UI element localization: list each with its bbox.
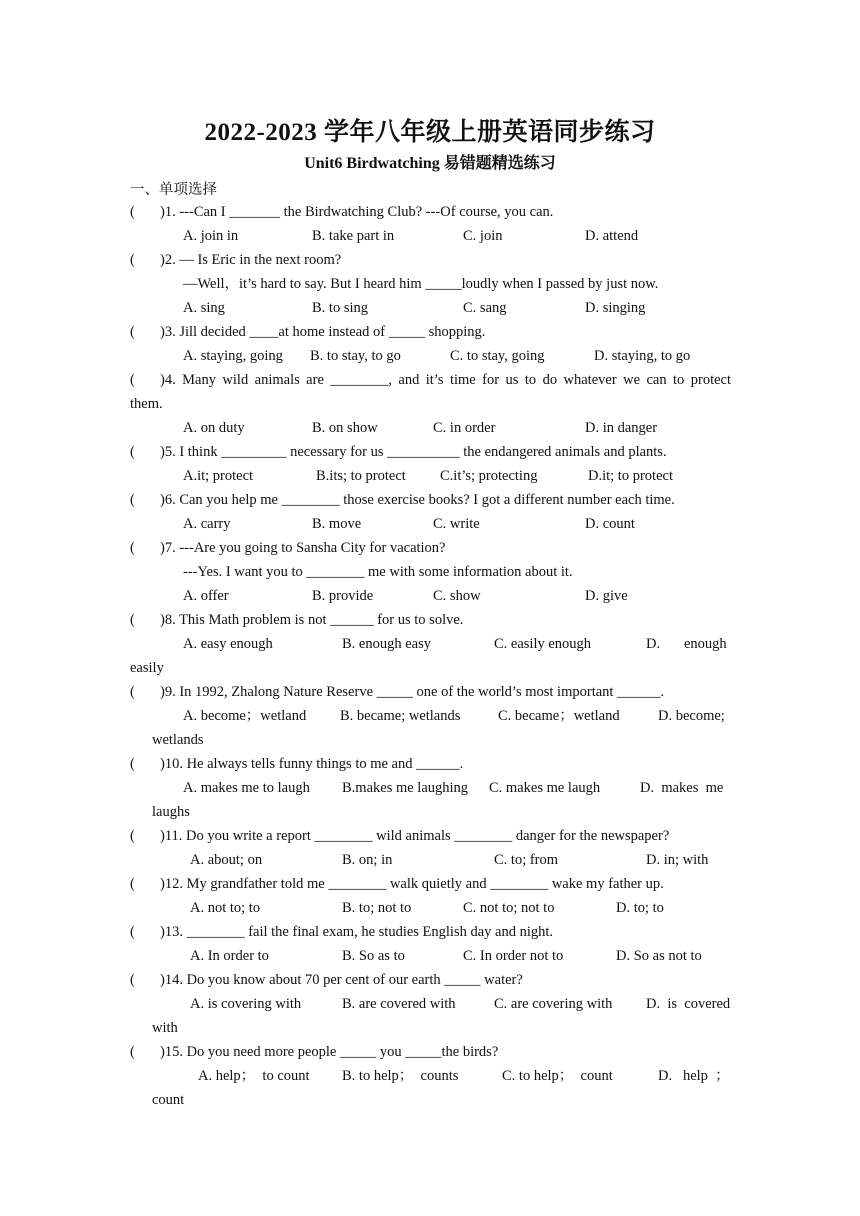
option-b: B. So as to xyxy=(342,948,405,964)
option-d: D. attend xyxy=(585,228,639,244)
option-d: D.it; to protect xyxy=(588,468,673,484)
option-c: C. write xyxy=(433,516,480,532)
option-d-continued: easily xyxy=(130,660,164,676)
option-d: D. to; to xyxy=(616,900,664,916)
question-stem-continued: them. xyxy=(130,396,163,412)
question-5 xyxy=(130,443,731,467)
option-a: A. become；wetland xyxy=(183,708,307,724)
options-11 xyxy=(130,851,731,875)
option-b: B. take part in xyxy=(312,228,395,244)
option-c: C. to; from xyxy=(494,852,559,868)
question-stem: )12. My grandfather told me ________ walk quietly and ________ wake my father up. xyxy=(160,876,664,892)
options-14 xyxy=(130,995,731,1019)
option-a: A. join in xyxy=(183,228,239,244)
option-c: C. to stay, going xyxy=(450,348,545,364)
option-c: C. sang xyxy=(463,300,507,316)
question-stem: )4. Many wild animals are ________, and it’s time for us to do whatever we can to protect xyxy=(160,372,731,388)
options-13 xyxy=(130,947,731,971)
option-b: B. to sing xyxy=(312,300,368,316)
option-d: D. in danger xyxy=(585,420,658,436)
option-c: C.it’s; protecting xyxy=(440,468,538,484)
question-13 xyxy=(130,923,731,947)
option-a: A. about; on xyxy=(190,852,263,868)
answer-blank[interactable]: ( xyxy=(130,612,135,628)
answer-blank[interactable]: ( xyxy=(130,492,135,508)
option-d: D. xyxy=(646,636,661,652)
question-stem-reply: —Well，it’s hard to say. But I heard him _____loudly when I passed by just now. xyxy=(183,276,659,292)
question-stem: )10. He always tells funny things to me and ______. xyxy=(160,756,464,772)
options-5 xyxy=(130,467,731,491)
answer-blank[interactable]: ( xyxy=(130,1044,135,1060)
options-9 xyxy=(130,707,731,731)
options-3 xyxy=(130,347,731,371)
question-stem: )11. Do you write a report ________ wild animals ________ danger for the newspaper? xyxy=(160,828,670,844)
option-d: D. in; with xyxy=(646,852,709,868)
option-a: A. not to; to xyxy=(190,900,261,916)
option-c: C. In order not to xyxy=(463,948,564,964)
option-a: A. carry xyxy=(183,516,231,532)
option-c: C. to help； count xyxy=(502,1068,613,1084)
option-a: A. staying, going xyxy=(183,348,283,364)
option-b: B.its; to protect xyxy=(316,468,406,484)
options-12 xyxy=(130,899,731,923)
option-c: C. are covering with xyxy=(494,996,613,1012)
question-2-reply xyxy=(130,275,731,299)
question-stem: )2. — Is Eric in the next room? xyxy=(160,252,342,268)
question-stem: )1. ---Can I _______ the Birdwatching Club? ---Of course, you can. xyxy=(160,204,554,220)
question-stem: )13. ________ fail the final exam, he studies English day and night. xyxy=(160,924,554,940)
option-a: A. easy enough xyxy=(183,636,273,652)
option-b: B. to; not to xyxy=(342,900,412,916)
question-list xyxy=(130,203,731,1115)
question-stem: )15. Do you need more people _____ you _____the birds? xyxy=(160,1044,499,1060)
answer-blank[interactable]: ( xyxy=(130,324,135,340)
options-1 xyxy=(130,227,731,251)
option-b: B. move xyxy=(312,516,362,532)
question-stem: )9. In 1992, Zhalong Nature Reserve _____ one of the world’s most important ______. xyxy=(160,684,665,700)
option-a: A. on duty xyxy=(183,420,245,436)
question-3 xyxy=(130,323,731,347)
option-d: D. give xyxy=(585,588,628,604)
answer-blank[interactable]: ( xyxy=(130,540,135,556)
answer-blank[interactable]: ( xyxy=(130,756,135,772)
option-d: D. singing xyxy=(585,300,646,316)
options-7 xyxy=(130,587,731,611)
option-a: A. In order to xyxy=(190,948,269,964)
question-11 xyxy=(130,827,731,851)
question-stem: )7. ---Are you going to Sansha City for vacation? xyxy=(160,540,446,556)
section-heading: 一、单项选择 xyxy=(130,182,217,198)
options-8 xyxy=(130,635,731,659)
answer-blank[interactable]: ( xyxy=(130,204,135,220)
answer-blank[interactable]: ( xyxy=(130,972,135,988)
question-10 xyxy=(130,755,731,779)
options-6 xyxy=(130,515,731,539)
answer-blank[interactable]: ( xyxy=(130,444,135,460)
answer-blank[interactable]: ( xyxy=(130,684,135,700)
answer-blank[interactable]: ( xyxy=(130,876,135,892)
option-c: C. show xyxy=(433,588,481,604)
option-d-continued: count xyxy=(152,1092,185,1108)
option-b: B. to help； counts xyxy=(342,1068,459,1084)
answer-blank[interactable]: ( xyxy=(130,828,135,844)
option-a: A. help； to count xyxy=(198,1068,310,1084)
answer-blank[interactable]: ( xyxy=(130,372,135,388)
option-d: D. So as not to xyxy=(616,948,702,964)
question-8 xyxy=(130,611,731,635)
option-b: B. became; wetlands xyxy=(340,708,461,724)
page-title: 2022-2023 学年八年级上册英语同步练习 xyxy=(204,119,656,146)
option-d: D. count xyxy=(585,516,635,532)
question-12 xyxy=(130,875,731,899)
option-b: B. on; in xyxy=(342,852,393,868)
option-a: A. offer xyxy=(183,588,229,604)
answer-blank[interactable]: ( xyxy=(130,252,135,268)
question-7-reply xyxy=(130,563,731,587)
question-15 xyxy=(130,1043,731,1067)
option-a: A.it; protect xyxy=(183,468,254,484)
option-a: A. is covering with xyxy=(190,996,302,1012)
option-c: C. in order xyxy=(433,420,496,436)
option-d-continued: with xyxy=(152,1020,178,1036)
question-stem: )6. Can you help me ________ those exercise books? I got a different number each time. xyxy=(160,492,675,508)
option-d: D. is covered xyxy=(646,996,731,1012)
question-9 xyxy=(130,683,731,707)
option-d: D. become; xyxy=(658,708,725,724)
options-2 xyxy=(130,299,731,323)
option-d: D. makes me xyxy=(640,780,724,796)
option-c: C. not to; not to xyxy=(463,900,555,916)
question-stem: )5. I think _________ necessary for us __________ the endangered animals and plants. xyxy=(160,444,667,460)
question-2 xyxy=(130,251,731,275)
question-7 xyxy=(130,539,731,563)
option-a: A. sing xyxy=(183,300,225,316)
option-d: D. help ； xyxy=(658,1068,730,1084)
option-b: B. on show xyxy=(312,420,378,436)
question-14 xyxy=(130,971,731,995)
question-stem: )8. This Math problem is not ______ for us to solve. xyxy=(160,612,464,628)
option-d-text: enough xyxy=(684,636,727,652)
option-d: D. staying, to go xyxy=(594,348,691,364)
question-6 xyxy=(130,491,731,515)
options-10 xyxy=(130,779,731,803)
option-b: B. enough easy xyxy=(342,636,431,652)
option-c: C. became；wetland xyxy=(498,708,620,724)
option-b: B.makes me laughing xyxy=(342,780,469,796)
answer-blank[interactable]: ( xyxy=(130,924,135,940)
option-c: C. makes me laugh xyxy=(489,780,601,796)
option-b: B. are covered with xyxy=(342,996,456,1012)
question-4 xyxy=(130,371,731,395)
question-1 xyxy=(130,203,731,227)
option-d-continued: laughs xyxy=(152,804,190,820)
question-stem: )3. Jill decided ____at home instead of _____ shopping. xyxy=(160,324,486,340)
options-15 xyxy=(130,1067,731,1091)
option-c: C. easily enough xyxy=(494,636,592,652)
options-4 xyxy=(130,419,731,443)
option-b: B. to stay, to go xyxy=(310,348,401,364)
option-b: B. provide xyxy=(312,588,374,604)
option-d-continued: wetlands xyxy=(152,732,204,748)
page-subtitle: Unit6 Birdwatching 易错题精选练习 xyxy=(304,155,556,172)
question-stem-reply: ---Yes. I want you to ________ me with some information about it. xyxy=(183,564,573,580)
option-a: A. makes me to laugh xyxy=(183,780,310,796)
question-stem: )14. Do you know about 70 per cent of our earth _____ water? xyxy=(160,972,523,988)
option-c: C. join xyxy=(463,228,503,244)
